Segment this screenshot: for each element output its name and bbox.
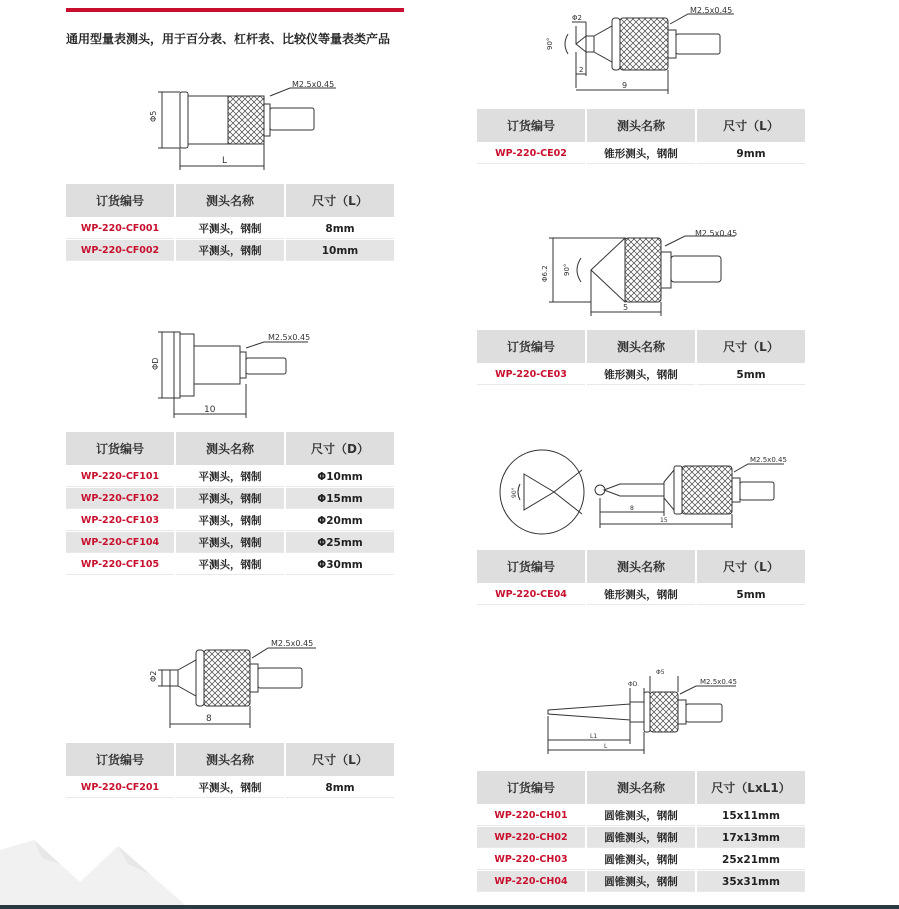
header-probe-name: 测头名称 (586, 330, 696, 364)
probe-name: 圆锥测头，钢制 (586, 849, 696, 871)
table-row (477, 805, 805, 827)
probe-size: 5mm (696, 364, 805, 386)
angle-label: 90° (511, 487, 518, 498)
length-label-l: L (604, 743, 608, 750)
footer-bar (0, 905, 899, 909)
spec-table-cf0 (66, 184, 394, 261)
table-row (66, 218, 394, 240)
probe-name: 平测头，钢制 (175, 466, 285, 488)
order-code: WP-220-CH01 (477, 805, 586, 827)
order-code: WP-220-CF105 (66, 554, 175, 576)
header-size: 尺寸（L） (696, 109, 805, 143)
diagram-flat-probe-cf2 (140, 636, 340, 730)
diagram-flat-probe-cf0 (140, 78, 360, 176)
thread-label: M2.5x0.45 (700, 678, 737, 686)
order-code: WP-220-CH03 (477, 849, 586, 871)
header-probe-name: 测头名称 (175, 743, 285, 777)
probe-size: 17x13mm (696, 827, 805, 849)
header-order-no: 订货编号 (477, 550, 586, 584)
probe-name: 平测头，钢制 (175, 488, 285, 510)
diagram-cone-probe-ce03 (535, 224, 765, 318)
probe-name: 圆锥测头，钢制 (586, 871, 696, 893)
diameter-label: Φ5 (656, 669, 665, 676)
thread-label: M2.5x0.45 (750, 456, 787, 464)
probe-size: Φ10mm (285, 466, 394, 488)
probe-size: 8mm (285, 218, 394, 240)
probe-size: 15x11mm (696, 805, 805, 827)
length-label: 8 (206, 714, 212, 724)
tip-diameter-label: Φ2 (572, 14, 582, 22)
diagram-cone-probe-ch (540, 664, 760, 760)
probe-name: 平测头，钢制 (175, 554, 285, 576)
order-code: WP-220-CF103 (66, 510, 175, 532)
probe-name: 平测头，钢制 (175, 218, 285, 240)
length-label: 10 (204, 405, 216, 415)
diameter-label: Φ6.2 (541, 265, 549, 282)
header-probe-name: 测头名称 (175, 184, 285, 218)
probe-name: 平测头，钢制 (175, 240, 285, 262)
probe-name: 平测头，钢制 (175, 777, 285, 799)
table-row (477, 143, 805, 165)
spec-table-ce03 (477, 330, 805, 385)
order-code: WP-220-CE02 (477, 143, 586, 165)
order-code: WP-220-CF002 (66, 240, 175, 262)
table-row (477, 364, 805, 386)
angle-label: 90° (563, 263, 571, 276)
probe-size: 5mm (696, 584, 805, 606)
spec-table-ce04 (477, 550, 805, 605)
order-code: WP-220-CF102 (66, 488, 175, 510)
diagram-flat-probe-cf1 (140, 326, 340, 420)
order-code: WP-220-CE04 (477, 584, 586, 606)
spec-table-cf2 (66, 743, 394, 798)
spec-table-cf1 (66, 432, 394, 575)
table-row (66, 488, 394, 510)
header-accent-bar (66, 8, 404, 12)
order-code: WP-220-CF001 (66, 218, 175, 240)
header-size: 尺寸（L） (285, 743, 394, 777)
probe-name: 圆锥测头，钢制 (586, 805, 696, 827)
header-order-no: 订货编号 (477, 109, 586, 143)
header-order-no: 订货编号 (66, 184, 175, 218)
diameter-label: Φ2 (149, 670, 158, 682)
header-order-no: 订货编号 (477, 330, 586, 364)
table-row (66, 240, 394, 262)
thread-label: M2.5x0.45 (268, 333, 311, 342)
header-probe-name: 测头名称 (586, 550, 696, 584)
order-code: WP-220-CE03 (477, 364, 586, 386)
header-probe-name: 测头名称 (175, 432, 285, 466)
spec-table-ch (477, 771, 805, 892)
length-label: 5 (623, 303, 629, 312)
probe-size: 8mm (285, 777, 394, 799)
header-size: 尺寸（L） (285, 184, 394, 218)
length-label-8: 8 (630, 505, 634, 512)
tip-length-label: 2 (579, 66, 584, 74)
table-row (66, 466, 394, 488)
probe-size: Φ15mm (285, 488, 394, 510)
header-probe-name: 测头名称 (586, 109, 696, 143)
order-code: WP-220-CF104 (66, 532, 175, 554)
probe-name: 锥形测头，钢制 (586, 143, 696, 165)
length-label-15: 15 (660, 517, 668, 524)
header-order-no: 订货编号 (477, 771, 586, 805)
table-row (66, 554, 394, 576)
probe-size: 9mm (696, 143, 805, 165)
header-order-no: 订货编号 (66, 432, 175, 466)
header-size: 尺寸（LxL1） (696, 771, 805, 805)
probe-size: Φ30mm (285, 554, 394, 576)
header-size: 尺寸（D） (285, 432, 394, 466)
diameter-label: Φ5 (149, 110, 158, 122)
diagram-cone-probe-ce02 (540, 4, 760, 96)
angle-label: 90° (546, 37, 554, 50)
probe-name: 圆锥测头，钢制 (586, 827, 696, 849)
order-code: WP-220-CF101 (66, 466, 175, 488)
probe-size: 35x31mm (696, 871, 805, 893)
diagram-cone-probe-ce04 (494, 448, 794, 538)
thread-label: M2.5x0.45 (271, 639, 314, 648)
table-row (477, 849, 805, 871)
thread-label: M2.5x0.45 (690, 6, 733, 15)
table-row (477, 584, 805, 606)
table-row (66, 510, 394, 532)
order-code: WP-220-CH02 (477, 827, 586, 849)
table-row (66, 532, 394, 554)
probe-name: 平测头，钢制 (175, 510, 285, 532)
header-size: 尺寸（L） (696, 330, 805, 364)
table-row (477, 871, 805, 893)
header-probe-name: 测头名称 (586, 771, 696, 805)
diameter-label: ΦD (151, 357, 160, 370)
length-label: L (222, 156, 228, 166)
probe-name: 平测头，钢制 (175, 532, 285, 554)
probe-size: Φ20mm (285, 510, 394, 532)
probe-size: Φ25mm (285, 532, 394, 554)
intro-text: 通用型量表测头，用于百分表、杠杆表、比较仪等量表类产品 (66, 32, 391, 46)
thread-label: M2.5x0.45 (292, 80, 335, 89)
probe-name: 锥形测头，钢制 (586, 364, 696, 386)
decorative-mountains (0, 838, 200, 909)
length-label: 9 (622, 81, 628, 90)
header-size: 尺寸（L） (696, 550, 805, 584)
table-row (477, 827, 805, 849)
spec-table-ce02 (477, 109, 805, 164)
table-row (66, 777, 394, 799)
tip-diameter-label: ΦD (628, 681, 638, 688)
order-code: WP-220-CH04 (477, 871, 586, 893)
thread-label: M2.5x0.45 (695, 229, 738, 238)
probe-size: 25x21mm (696, 849, 805, 871)
length-label-l1: L1 (590, 733, 598, 740)
probe-name: 锥形测头，钢制 (586, 584, 696, 606)
header-order-no: 订货编号 (66, 743, 175, 777)
probe-size: 10mm (285, 240, 394, 262)
order-code: WP-220-CF201 (66, 777, 175, 799)
